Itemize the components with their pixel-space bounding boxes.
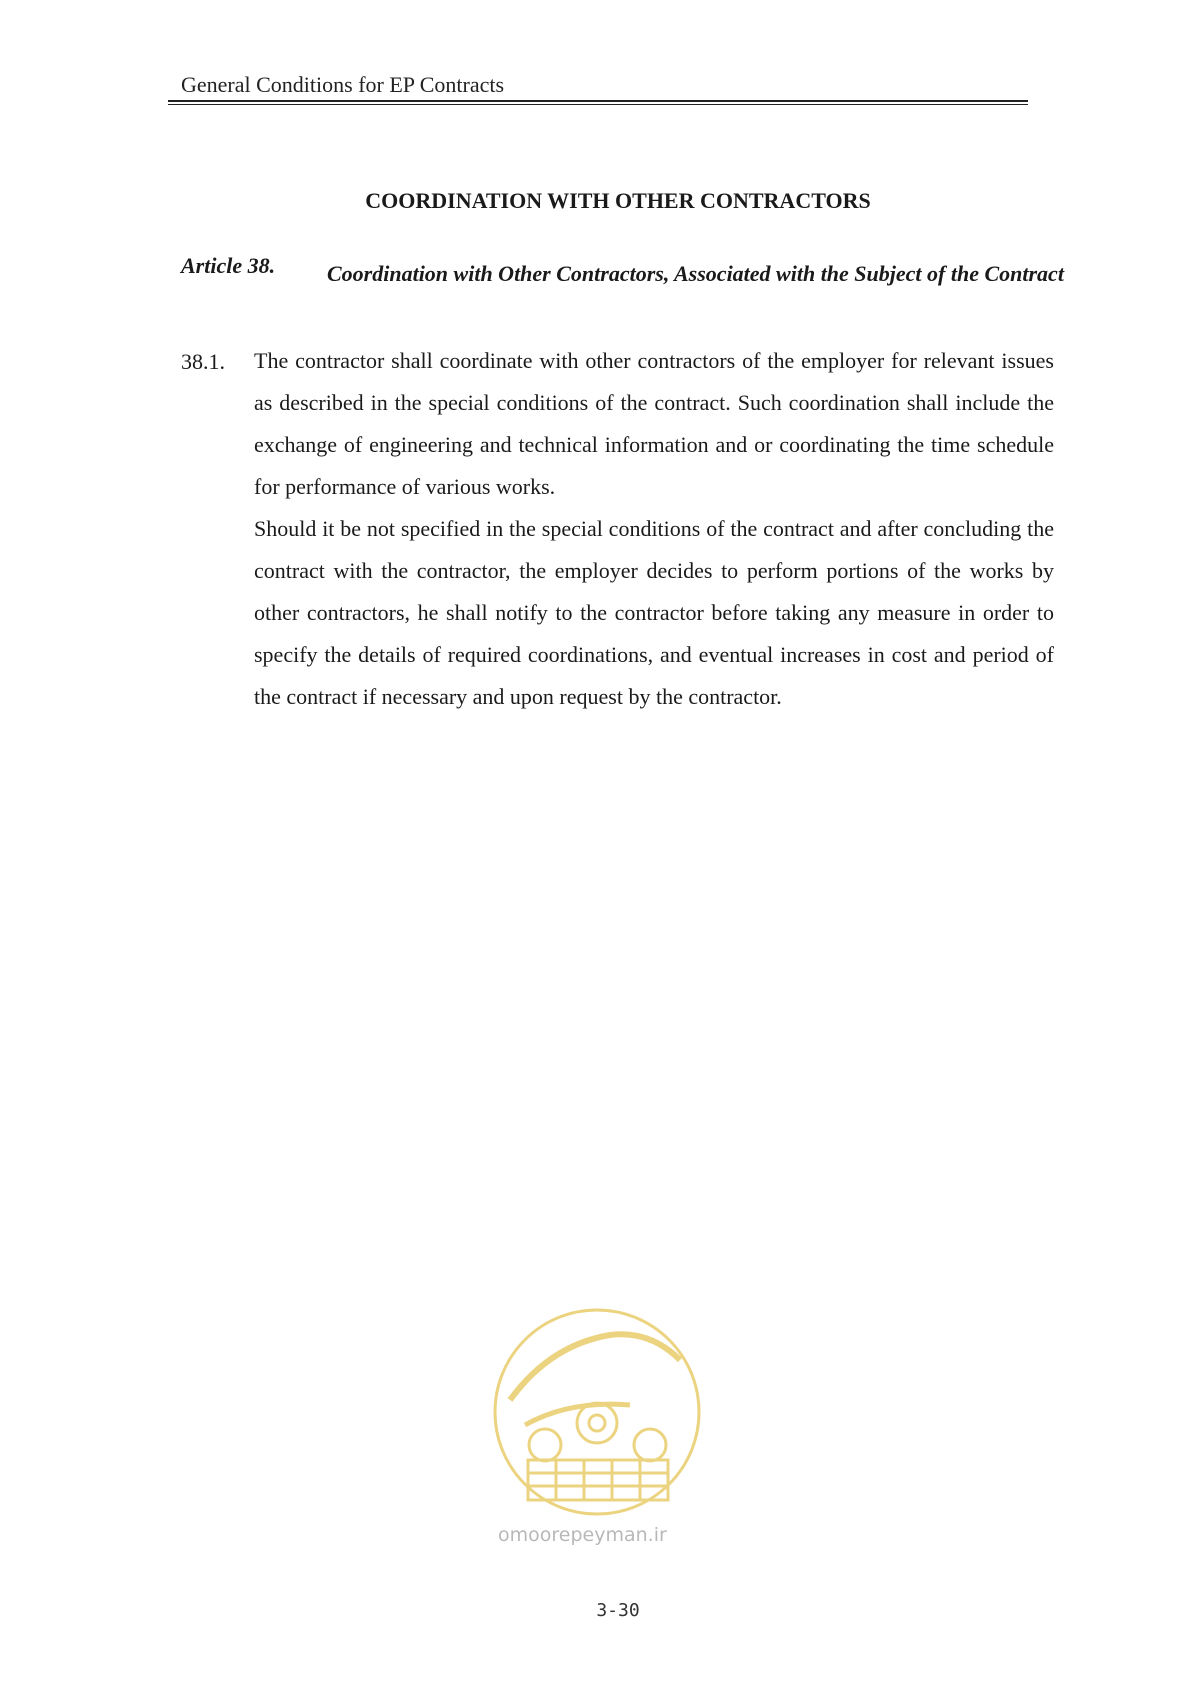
article-number: Article 38. [181, 253, 276, 278]
clause-paragraph-2: Should it be not specified in the special conditions of the contract and after concluding the contract with the contractor, the employer decides to perform portions of the works by other contractors, he shall notify to the contractor before taking any measure in order to specify the details of required coordinations, and eventual increases in cost and period of the contract if necessary and upon request by the contractor. [254, 516, 1054, 709]
watermark-caption: omoorepeyman.ir [498, 1524, 667, 1546]
header-rule-thin [168, 104, 1028, 105]
watermark-seal-icon [490, 1305, 705, 1520]
clause-number: 38.1. [181, 349, 225, 374]
page-number: 3-30 [596, 1600, 640, 1621]
document-header-title: General Conditions for EP Contracts [181, 72, 505, 97]
clause-paragraph-1: The contractor shall coordinate with other contractors of the employer for relevant issues as described in the special conditions of the contract. Such coordination shall include the exchange of engineering and technical information and or coordinating the time schedule for performance of various works. [254, 348, 1054, 499]
section-heading: COORDINATION WITH OTHER CONTRACTORS [365, 188, 871, 213]
header-rule-thick [168, 100, 1028, 102]
article-title: Coordination with Other Contractors, Associated with the Subject of the Contract [327, 261, 1064, 286]
